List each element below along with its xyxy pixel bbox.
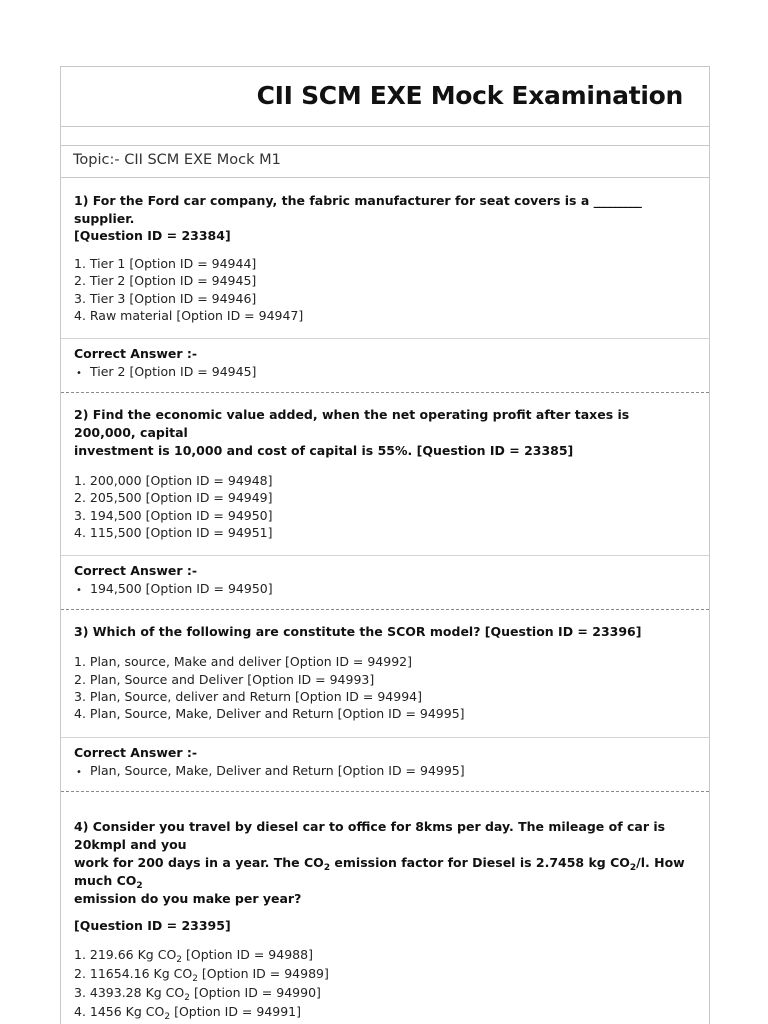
option-item: 3. 194,500 [Option ID = 94950] xyxy=(74,507,273,523)
bullet-icon: • xyxy=(76,368,82,380)
title-row xyxy=(61,67,709,127)
option-item: 3. Plan, Source, deliver and Return [Option ID = 94994] xyxy=(74,688,422,704)
spacer-row xyxy=(61,127,709,146)
question-4-options xyxy=(74,945,695,1021)
correct-answer-2 xyxy=(61,555,709,609)
option-item: 4. 1456 Kg $CO_2$ [Option ID = 94991] xyxy=(74,1003,302,1022)
fill-blank: _________ xyxy=(593,193,641,208)
question-1-id: [Question ID = 23384] xyxy=(74,228,231,243)
question-3 xyxy=(61,610,709,790)
page-title: CII SCM EXE Mock Examination xyxy=(256,81,683,110)
question-2 xyxy=(61,393,709,609)
question-4 xyxy=(61,792,709,1021)
option-item: 2. Tier 2 [Option ID = 94945] xyxy=(74,273,257,289)
correct-answer-label: Correct Answer :- xyxy=(74,563,198,579)
correct-answer-value: • Plan, Source, Make, Deliver and Return [Option ID = 94995] xyxy=(74,761,695,783)
bullet-icon: • xyxy=(76,585,82,597)
correct-answer-1 xyxy=(61,338,709,392)
correct-answer-label: Correct Answer :- xyxy=(74,346,198,362)
question-4-text: 4) Consider you travel by diesel car to office for 8kms per day. The mileage of car is 20kmpl and you work for 200 days in a year. The $CO_2$ emission factor for Diesel is 2.7458 kg $CO_2/l$. How much $CO_2$ emission do you make per year? xyxy=(74,818,685,906)
question-3-text: 3) Which of the following are constitute the SCOR model? [Question ID = 23396] xyxy=(74,624,642,640)
question-1 xyxy=(61,178,709,392)
option-item: 1. 219.66 Kg $CO_2$ [Option ID = 94988] xyxy=(74,946,313,965)
option-item: 4. Plan, Source, Make, Deliver and Return [Option ID = 94995] xyxy=(74,706,465,722)
option-item: 2. 11654.16 Kg $CO_2$ [Option ID = 94989] xyxy=(74,965,329,984)
exam-sheet xyxy=(60,66,710,1024)
correct-answer-3 xyxy=(61,737,709,791)
topic-label: Topic:- CII SCM EXE Mock M1 xyxy=(73,152,281,168)
option-item: 2. 205,500 [Option ID = 94949] xyxy=(74,490,273,506)
correct-answer-label: Correct Answer :- xyxy=(74,744,198,760)
question-1-text: 1) For the Ford car company, the fabric manufacturer for seat covers is a _________ supplier. xyxy=(74,193,641,226)
question-2-text: 2) Find the economic value added, when the net operating profit after taxes is 200,000, capital investment is 10,000 and cost of capital is 55%. [Question ID = 23385] xyxy=(74,407,630,459)
question-1-options xyxy=(74,255,695,324)
question-4-id: [Question ID = 23395] xyxy=(74,917,231,933)
correct-answer-value: • 194,500 [Option ID = 94950] xyxy=(74,579,695,601)
option-item: 1. Tier 1 [Option ID = 94944] xyxy=(74,256,257,271)
bullet-icon: • xyxy=(76,766,82,778)
option-item: 1. Plan, source, Make and deliver [Option ID = 94992] xyxy=(74,654,413,670)
option-item: 3. Tier 3 [Option ID = 94946] xyxy=(74,290,257,306)
question-2-options xyxy=(74,472,695,541)
topic-row xyxy=(61,146,709,178)
option-item: 1. 200,000 [Option ID = 94948] xyxy=(74,473,273,489)
correct-answer-value: • Tier 2 [Option ID = 94945] xyxy=(74,362,695,384)
option-item: 4. Raw material [Option ID = 94947] xyxy=(74,307,304,323)
option-item: 3. 4393.28 Kg $CO_2$ [Option ID = 94990] xyxy=(74,984,321,1003)
option-item: 2. Plan, Source and Deliver [Option ID = 94993] xyxy=(74,671,375,687)
option-item: 4. 115,500 [Option ID = 94951] xyxy=(74,525,273,541)
question-3-options xyxy=(74,653,695,722)
